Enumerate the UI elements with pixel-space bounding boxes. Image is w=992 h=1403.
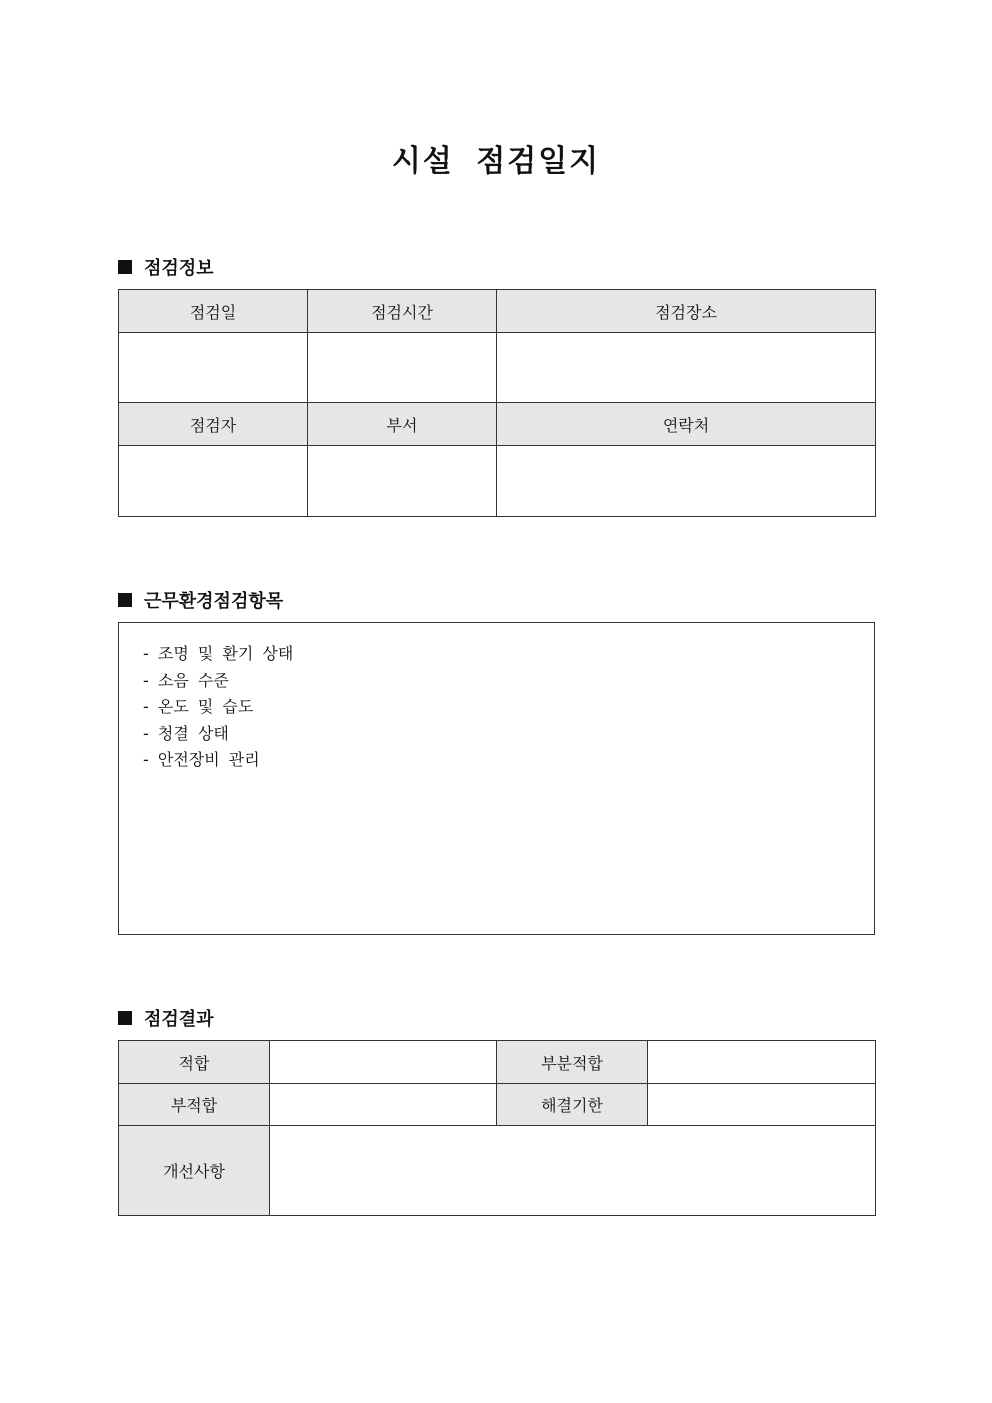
info-table [118, 289, 876, 517]
field-deadline[interactable] [648, 1084, 876, 1126]
inspection-items-list [119, 623, 874, 774]
section-heading-result [118, 1005, 214, 1031]
header-inspection-time: 점검시간 [308, 290, 497, 333]
field-inspection-place[interactable] [497, 333, 876, 403]
square-bullet-icon [118, 1011, 132, 1025]
label-deadline: 해결기한 [497, 1084, 648, 1126]
field-inspection-time[interactable] [308, 333, 497, 403]
label-fail: 부적합 [119, 1084, 270, 1126]
square-bullet-icon [118, 593, 132, 607]
result-table [118, 1040, 876, 1216]
section-heading-items-label: 근무환경점검항목 [144, 591, 284, 612]
field-inspection-date[interactable] [119, 333, 308, 403]
field-contact[interactable] [497, 446, 876, 517]
list-item: - 소음 수준 [143, 668, 874, 695]
square-bullet-icon [118, 260, 132, 274]
list-item: - 온도 및 습도 [143, 694, 874, 721]
section-heading-items [118, 587, 283, 613]
page-title: 시설 점검일지 [391, 144, 601, 179]
section-heading-info [118, 254, 214, 280]
field-inspector[interactable] [119, 446, 308, 517]
header-inspection-date: 점검일 [119, 290, 308, 333]
header-department: 부서 [308, 403, 497, 446]
header-contact: 연락처 [497, 403, 876, 446]
list-item: - 조명 및 환기 상태 [143, 641, 874, 668]
list-item: - 청결 상태 [143, 721, 874, 748]
inspection-items-box [118, 622, 875, 935]
section-heading-result-label: 점검결과 [144, 1009, 214, 1030]
header-inspector: 점검자 [119, 403, 308, 446]
field-pass[interactable] [270, 1041, 497, 1084]
section-heading-info-label: 점검정보 [144, 258, 214, 279]
list-item: - 안전장비 관리 [143, 747, 874, 774]
field-fail[interactable] [270, 1084, 497, 1126]
field-improvement[interactable] [270, 1126, 876, 1216]
label-partial-pass: 부분적합 [497, 1041, 648, 1084]
field-department[interactable] [308, 446, 497, 517]
label-pass: 적합 [119, 1041, 270, 1084]
header-inspection-place: 점검장소 [497, 290, 876, 333]
field-partial-pass[interactable] [648, 1041, 876, 1084]
label-improvement: 개선사항 [119, 1126, 270, 1216]
